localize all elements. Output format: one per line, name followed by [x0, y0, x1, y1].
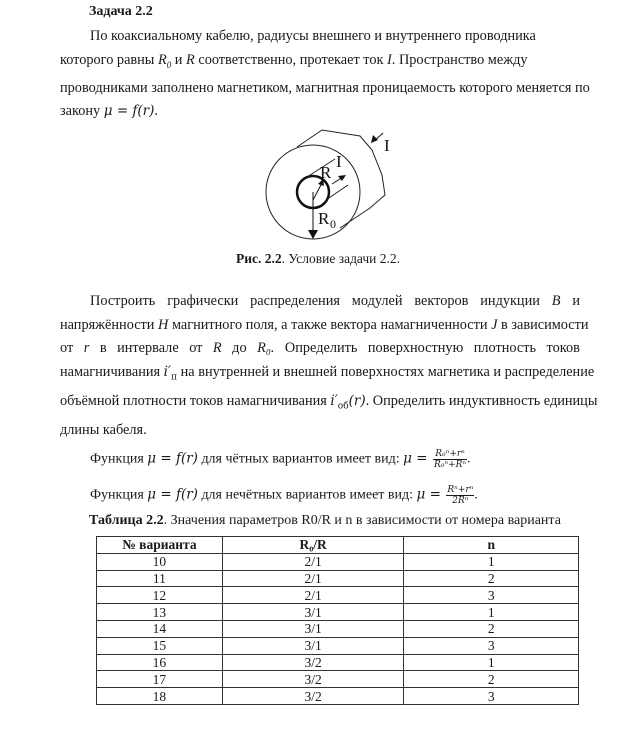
statement-line-1: По коаксиальному кабелю, радиусы внешнего и внутреннего проводника [90, 28, 536, 44]
description-line-4: намагничивания $i'_п$ на внутренней и внешней поверхностях магнетика и распределение [60, 361, 580, 390]
table-row: 14 3/1 2 [97, 620, 579, 637]
description-line-6: длины кабеля. [60, 421, 147, 438]
description-line-1: Построить графически распределения модулей векторов индукции B и [90, 293, 580, 309]
table-row: 15 3/1 3 [97, 637, 579, 654]
label-R: R [320, 163, 332, 182]
table-row: 13 3/1 1 [97, 604, 579, 621]
label-R0: R [318, 209, 330, 228]
volume-current-density: $i'_{об}(r)$ [330, 392, 366, 412]
header-n: n [404, 537, 579, 554]
table-caption: Таблица 2.2. Значения параметров R0/R и n в зависимости от номера варианта [89, 513, 561, 528]
radius-R0-arrowhead [308, 230, 318, 239]
variants-table [96, 536, 579, 705]
table-row: 18 3/2 3 [97, 688, 579, 705]
formula-odd-fraction: $\frac{\text{Rⁿ+rⁿ}}{\text{2Rⁿ}}$ [447, 485, 474, 506]
label-I-inner: I [336, 152, 342, 171]
function-odd-variants: Функция μ = f(r) для нечётных вариантов имеет вид: μ = $\frac{\text{Rⁿ+rⁿ}}{\text{2Rⁿ}}$ . [90, 485, 478, 506]
label-R0-subscript: 0 [330, 217, 336, 231]
statement-line-4: закону μ = f(r). [60, 103, 158, 120]
task-description [60, 290, 598, 442]
table-row: 11 2/1 2 [97, 570, 579, 587]
coaxial-cable-figure [240, 120, 410, 250]
figure-caption: Рис. 2.2. Условие задачи 2.2. [235, 251, 401, 266]
current-inner-arrowhead [338, 175, 346, 181]
var-I: I [387, 51, 392, 68]
header-variant: № варианта [97, 537, 223, 554]
description-line-3: от r в интервале от R до R₀. Определить поверхностную плотность токов [60, 340, 580, 356]
table-row: 16 3/2 1 [97, 654, 579, 671]
table-row: 12 2/1 3 [97, 587, 579, 604]
description-line-5: объёмной плотности токов намагничивания $i'_{об}(r)$ . Определить индуктивность единицы [60, 390, 580, 419]
table-row: 10 2/1 1 [97, 553, 579, 570]
description-line-2: напряжённости H магнитного поля, а также вектора намагниченности J в зависимости [60, 316, 589, 333]
var-R: R [186, 51, 195, 68]
current-outer-arrowhead [371, 135, 378, 143]
statement-line-3: проводниками заполнено магнетиком, магнитная проницаемость которого меняется по [60, 79, 590, 96]
table-header-row [97, 537, 579, 554]
problem-statement [60, 25, 590, 124]
formula-mu-f-r: μ = f(r) [103, 103, 155, 120]
surface-current-density: $i'_п$ [163, 363, 178, 383]
var-R0: $R_0$ [158, 51, 172, 70]
header-ratio: R₀/R [222, 537, 404, 554]
table-row: 17 3/2 2 [97, 671, 579, 688]
coaxial-cable-diagram [240, 120, 410, 250]
task-title: Задача 2.2 [89, 4, 153, 19]
formula-even-fraction: $\frac{\text{R₀ⁿ+rⁿ}}{\text{R₀ⁿ+Rⁿ}}$ [434, 449, 467, 470]
label-I-outer: I [384, 136, 390, 155]
function-even-variants: Функция μ = f(r) для чётных вариантов имеет вид: μ = $\frac{\text{R₀ⁿ+rⁿ}}{\text{R₀ⁿ+Rⁿ}}$ . [90, 449, 471, 470]
statement-line-2: которого равны $R_0$ и R соответственно, протекает ток I. Пространство между [60, 51, 528, 70]
